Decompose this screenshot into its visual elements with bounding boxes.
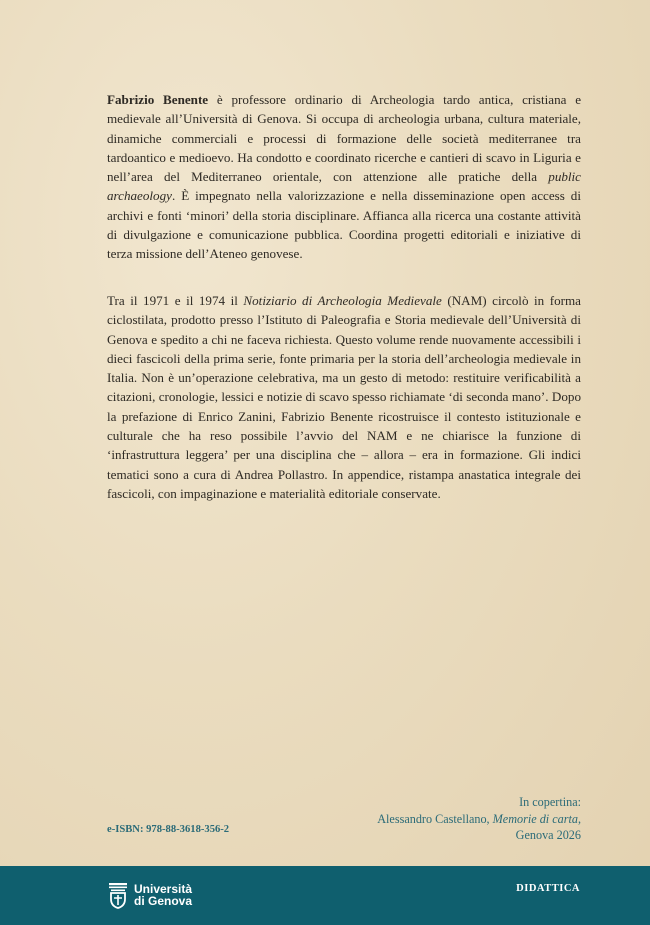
university-logo (107, 880, 192, 910)
cover-credit-title: Memorie di carta (492, 811, 578, 826)
isbn: e-ISBN: 978-88-3618-356-2 (107, 824, 230, 835)
author-bio-italic: public archaeology (107, 169, 581, 204)
cover-credit-place-year: Genova 2026 (515, 828, 581, 842)
logo-line-1: Università (134, 881, 193, 896)
logo-line-2: di Genova (134, 894, 193, 908)
author-bio (107, 90, 581, 264)
series-name: DIDATTICA (516, 883, 580, 894)
cover-credit-title-suffix: , (577, 811, 581, 826)
university-crest-icon (107, 881, 129, 909)
author-bio-text-1: è professore ordinario di Archeologia tardo antica, cristiana e medievale all’Università di Genova. Si occupa di archeologia urbana, cultura materiale, dinamiche commerciali e processi di formazione delle società mediterranee tra tardoantico e medioevo. Ha condotto e coordinato ricerche e cantieri di scavo in Liguria e nell’area del Mediterraneo orientale, con attenzione alle pratiche della (107, 92, 582, 185)
book-description (107, 291, 581, 503)
description-text-1: Tra il 1971 e il 1974 il (107, 293, 244, 308)
description-text-2: (NAM) circolò in forma ciclostilata, prodotto presso l’Istituto di Paleografia e Storia medievale dell’Università di Genova e spedito a chi ne faceva richiesta. Questo volume rende nuovamente accessibili i dieci fascicoli della prima serie, fonte primaria per la storia dell’archeologia medievale in Italia. Non è un’operazione celebrativa, ma un gesto di metodo: restituire verificabilità a citazioni, cronologie, lessici e notizie di scavo spesso richiamate ‘di seconda mano’. Dopo la prefazione di Enrico Zanini, Fabrizio Benente ricostruisce il contesto istituzionale e culturale che ha reso possibile l’avvio del NAM e ne chiarisce la funzione di ‘infrastruttura leggera’ per una disciplina che – allora – era in formazione. Gli indici tematici sono a cura di Andrea Pollastro. In appendice, ristampa anastatica integrale dei fascicoli, con impaginazione e materialità editoriale conservate. (107, 293, 581, 501)
cover-credit (377, 794, 581, 844)
cover-credit-artwork (377, 811, 581, 828)
cover-credit-artist: Alessandro Castellano, (377, 811, 493, 826)
author-bio-text-2: . È impegnato nella valorizzazione e nella disseminazione open access di archivi e fonti ‘minori’ della storia disciplinare. Affianca alla ricerca una costante attività di divulgazione e comunicazione pubblica. Coordina progetti editoriali e iniziative di terza missione dell’Ateneo genovese. (107, 188, 581, 262)
cover-credit-label: In copertina: (519, 795, 581, 809)
author-name: Fabrizio Benente (107, 92, 209, 107)
footer-bar (0, 866, 650, 925)
description-italic-title: Notiziario di Archeologia Medievale (243, 293, 442, 308)
